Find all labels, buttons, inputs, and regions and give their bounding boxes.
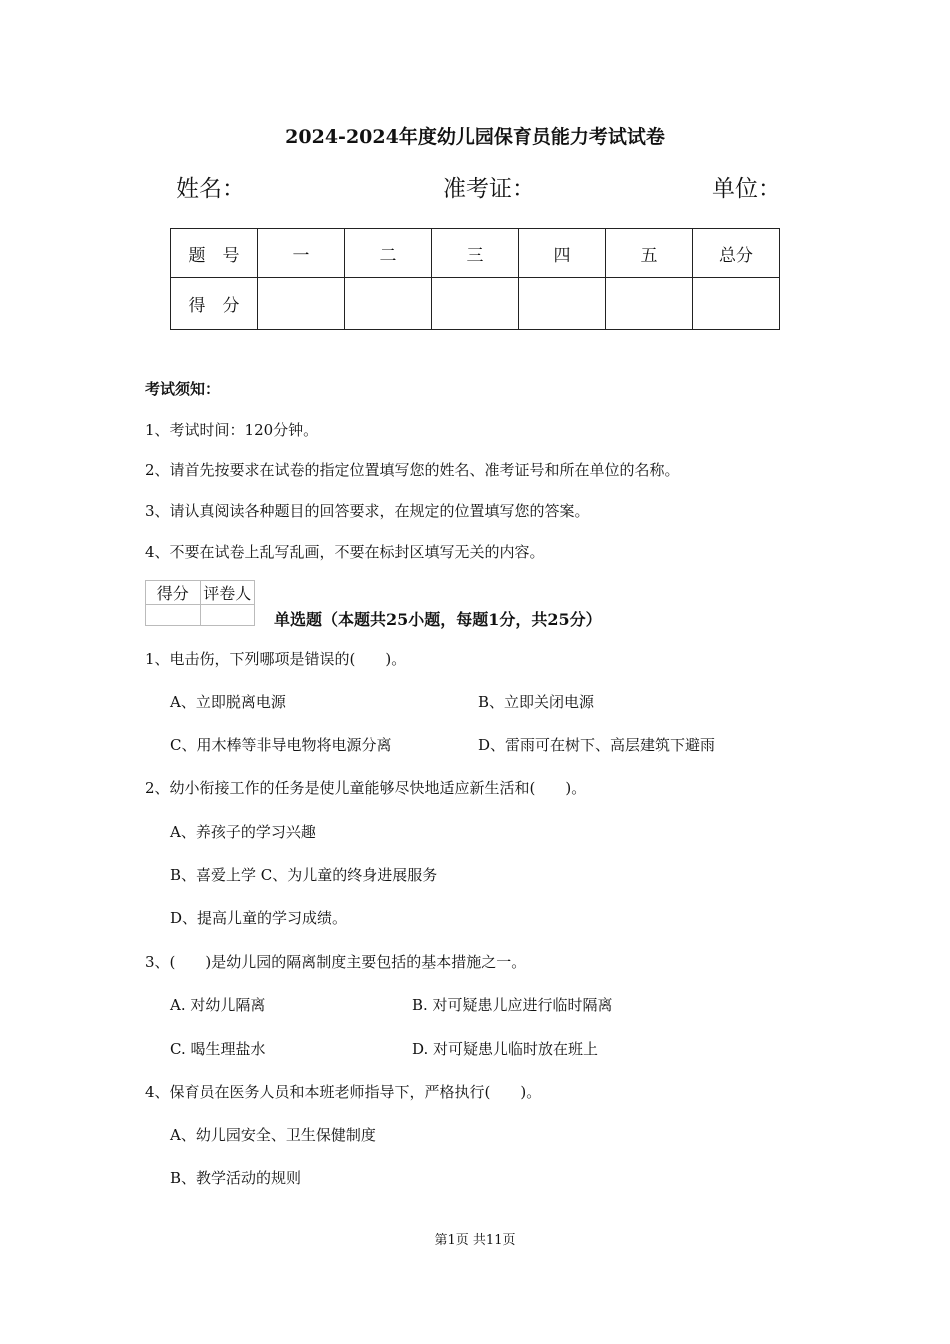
score-cell[interactable] <box>606 278 693 330</box>
score-header-cell: 总分 <box>693 229 780 278</box>
score-table <box>170 228 780 330</box>
section-title: 单选题（本题共25小题，每题1分，共25分） <box>274 610 602 629</box>
unit-field-label: 单位： <box>712 176 781 202</box>
notice-heading: 考试须知： <box>145 380 221 398</box>
score-cell[interactable] <box>432 278 519 330</box>
score-header-cell: 三 <box>432 229 519 278</box>
question-option[interactable]: B、教学活动的规则 <box>170 1169 302 1187</box>
question-option[interactable]: A. 对幼儿隔离 <box>170 996 266 1014</box>
question-option[interactable]: A、养孩子的学习兴趣 <box>170 823 316 841</box>
grader-score-cell[interactable] <box>146 605 201 626</box>
question-option[interactable]: D、雷雨可在树下、高层建筑下避雨 <box>478 736 716 754</box>
notice-item: 3、请认真阅读各种题目的回答要求，在规定的位置填写您的答案。 <box>145 502 590 520</box>
question-option[interactable]: A、立即脱离电源 <box>170 693 286 711</box>
score-cell[interactable] <box>345 278 432 330</box>
grader-box <box>145 580 255 626</box>
score-cell[interactable] <box>519 278 606 330</box>
question-stem: 3、( )是幼儿园的隔离制度主要包括的基本措施之一。 <box>145 953 527 971</box>
score-header-cell: 一 <box>258 229 345 278</box>
notice-item: 1、考试时间：120分钟。 <box>145 421 319 439</box>
question-stem: 2、幼小衔接工作的任务是使儿童能够尽快地适应新生活和( )。 <box>145 779 587 797</box>
score-header-cell: 二 <box>345 229 432 278</box>
question-option[interactable]: C、用木棒等非导电物将电源分离 <box>170 736 392 754</box>
score-cell[interactable] <box>693 278 780 330</box>
score-header-cell: 五 <box>606 229 693 278</box>
score-header-cell: 四 <box>519 229 606 278</box>
question-stem: 1、电击伤，下列哪项是错误的( )。 <box>145 650 407 668</box>
score-header-cell: 题 号 <box>171 229 258 278</box>
page-title: 2024-2024年度幼儿园保育员能力考试试卷 <box>285 126 665 148</box>
score-row-label: 得 分 <box>171 278 258 330</box>
question-stem: 4、保育员在医务人员和本班老师指导下，严格执行( )。 <box>145 1083 542 1101</box>
grader-name-cell[interactable] <box>200 605 255 626</box>
grader-score-label: 得分 <box>146 581 201 605</box>
question-option[interactable]: B. 对可疑患儿应进行临时隔离 <box>412 996 613 1014</box>
score-table-header-row <box>171 229 780 278</box>
question-option[interactable]: D. 对可疑患儿临时放在班上 <box>412 1040 599 1058</box>
question-option[interactable]: B、立即关闭电源 <box>478 693 595 711</box>
question-option[interactable]: C. 喝生理盐水 <box>170 1040 266 1058</box>
notice-item: 4、不要在试卷上乱写乱画，不要在标封区填写无关的内容。 <box>145 543 545 561</box>
question-option[interactable]: D、提高儿童的学习成绩。 <box>170 909 348 927</box>
name-field-label: 姓名： <box>176 176 245 202</box>
question-option[interactable]: A、幼儿园安全、卫生保健制度 <box>170 1126 376 1144</box>
question-option[interactable]: B、喜爱上学 C、为儿童的终身进展服务 <box>170 866 438 884</box>
grader-name-label: 评卷人 <box>200 581 255 605</box>
score-cell[interactable] <box>258 278 345 330</box>
score-table-score-row <box>171 278 780 330</box>
notice-item: 2、请首先按要求在试卷的指定位置填写您的姓名、准考证号和所在单位的名称。 <box>145 461 680 479</box>
page-footer: 第1页 共11页 <box>434 1233 516 1248</box>
exam-id-field-label: 准考证： <box>443 176 535 202</box>
